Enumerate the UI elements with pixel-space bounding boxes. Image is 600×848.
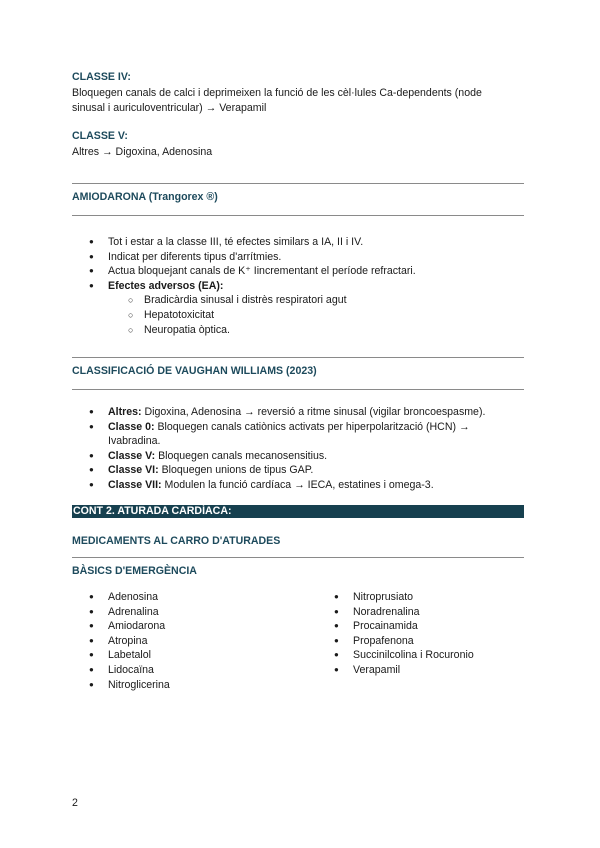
- list-item: ● Nitroglicerina: [72, 678, 312, 693]
- list-item: ● Tot i estar a la classe III, té efectes similars a IA, II i IV.: [72, 235, 524, 250]
- item-text: Bloquegen canals mecanosensitius.: [155, 449, 328, 462]
- item-label: Altres:: [108, 406, 142, 418]
- list-item: ● Indicat per diferents tipus d'arrítmies.: [72, 250, 524, 265]
- medication-list-col2: [317, 590, 537, 678]
- divider: [72, 183, 524, 184]
- list-item: ● Verapamil: [317, 663, 537, 678]
- list-item: [72, 449, 524, 464]
- list-item: ● Adrenalina: [72, 605, 312, 620]
- classe-iv-text-line1: Bloquegen canals de calci i deprimeixen la funció de les cèl·lules Ca-dependents (node: [72, 87, 482, 99]
- list-item: ● Propafenona: [317, 634, 537, 649]
- classe-v-text: Altres → Digoxina, Adenosina: [72, 146, 213, 158]
- item-text: Bloquegen canals catiònics activats per hiperpolarització (HCN) →: [154, 420, 470, 433]
- vaughan-heading: CLASSIFICACIÓ DE VAUGHAN WILLIAMS (2023): [72, 365, 317, 377]
- item-label: Classe V:: [108, 449, 156, 462]
- list-item: ● Actua bloquejant canals de K⁺ Iincrementant el període refractari.: [72, 264, 524, 279]
- ea-label: Efectes adversos (EA):: [108, 279, 224, 292]
- list-item: ● Nitroprusiato: [317, 590, 537, 605]
- divider: [72, 389, 524, 390]
- basics-heading: BÀSICS D'EMERGÈNCIA: [72, 565, 197, 577]
- amiodarona-list: [72, 235, 524, 337]
- sub-list-item: ○ Bradicàrdia sinusal i distrès respiratori agut: [72, 293, 524, 308]
- divider: [72, 215, 524, 216]
- list-item-ea: [72, 279, 524, 294]
- item-label: Classe 0:: [108, 420, 155, 433]
- divider: [72, 357, 524, 358]
- item-text-cont: Ivabradina.: [108, 435, 161, 448]
- sub-list-item: ○ Hepatotoxicitat: [72, 308, 524, 323]
- list-item: ● Labetalol: [72, 648, 312, 663]
- list-item: ● Lidocaïna: [72, 663, 312, 678]
- list-item: ● Adenosina: [72, 590, 312, 605]
- medication-list-col1: [72, 590, 312, 692]
- item-label: Classe VII:: [108, 478, 162, 491]
- list-item: ● Amiodarona: [72, 619, 312, 634]
- divider: [72, 557, 524, 558]
- item-text: Bloquegen unions de tipus GAP.: [158, 464, 314, 477]
- item-text: Digoxina, Adenosina → reversió a ritme sinusal (vigilar broncoespasme).: [141, 406, 486, 418]
- list-item: ● Succinilcolina i Rocuronio: [317, 648, 537, 663]
- classe-iv-heading: CLASSE IV:: [72, 71, 131, 83]
- classe-iv-text-line2: sinusal i auriculoventricular) → Verapamil: [72, 102, 267, 114]
- list-item: ● Noradrenalina: [317, 605, 537, 620]
- list-item: [72, 463, 524, 478]
- amiodarona-heading: AMIODARONA (Trangorex ®): [72, 191, 218, 203]
- sub-list-item: ○ Neuropatia òptica.: [72, 323, 524, 338]
- item-text: Modulen la funció cardíaca → IECA, estatines i omega-3.: [161, 478, 434, 491]
- section-bar: CONT 2. ATURADA CARDÍACA:: [72, 505, 524, 518]
- list-item: [72, 420, 524, 449]
- classe-v-heading: CLASSE V:: [72, 130, 128, 142]
- list-item: ● Atropina: [72, 634, 312, 649]
- carro-heading: MEDICAMENTS AL CARRO D'ATURADES: [72, 535, 281, 547]
- page-number: 2: [72, 797, 78, 809]
- list-item: ● Procainamida: [317, 619, 537, 634]
- vaughan-list: [72, 405, 524, 493]
- item-label: Classe VI:: [108, 464, 159, 477]
- list-item: [72, 478, 524, 493]
- list-item: [72, 405, 524, 420]
